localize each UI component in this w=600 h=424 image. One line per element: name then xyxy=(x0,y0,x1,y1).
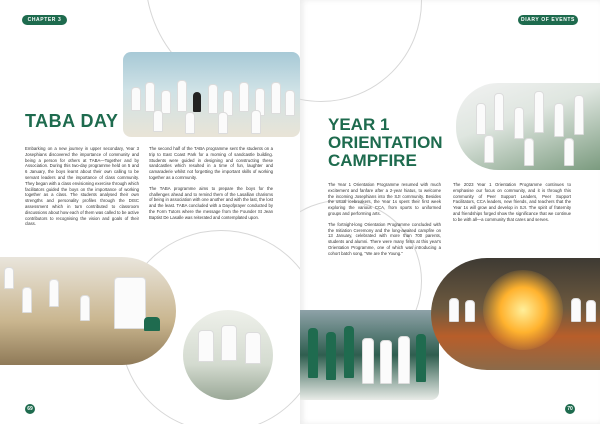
article-column xyxy=(453,182,571,228)
paragraph: The TABA programme aims to prepare the boys for the challenges ahead and to remind them of the Lasallian charisms of being in association with one another and with the last, the lost and the least. TABA concluded with a Dayofprayer conducted by the Form Tutors where the message from the Founder St Jean Baptist De Lasalle was reiterated and contemplated upon. xyxy=(149,185,273,220)
taba-sandcastle-photo-2 xyxy=(183,310,273,400)
page-number: 69 xyxy=(25,404,35,414)
orientation-cheering-photo xyxy=(456,83,600,170)
paragraph: The second half of the TABA programme sent the students on a trip to East Coast Park for a morning of sandcastle building. Students were guided in designing and constructing these sandcastles which resulted in a time of fun, laughter and camaraderie whilst not forgetting the important skills of working together as a community. xyxy=(149,146,273,180)
page-title: TABA DAY xyxy=(25,111,119,131)
paragraph: The 2023 Year 1 Orientation Programme continues to emphasise our focus on community, and it is through this community of Peer Support Leaders, Peer Support Facilitators, CCA leaders, new friends, and teachers that the Year 1s will grow and develop in SJI. The spirit of fraternity and friendships forged show the significance that we continue to be with all—a community that cares and serves. xyxy=(453,182,571,222)
paragraph: The Year 1 Orientation Programme resumed with much excitement and fanfare after a 2-year hiatus, to welcome the incoming Josephians into the SJI community. Besides the usual icebreakers, the Year 1s spent their first week exploring the various CCA, from sports to uniformed groups and performing arts. xyxy=(328,182,441,216)
page-number: 70 xyxy=(565,404,575,414)
decorative-ring xyxy=(300,0,422,102)
paragraph: The fortnight-long Orientation Programme concluded with the Initiation Ceremony and the long-awaited campfire on 13 January, celebrated with more than 700 parents, students and alumni. There were many firsts at this year's Orientation Programme, one of which was introducing a cohort batch song, "We are the Young." xyxy=(328,221,441,256)
article-column xyxy=(328,182,441,262)
chapter-tag: CHAPTER 3 xyxy=(22,15,67,25)
page-title: YEAR 1 ORIENTATION CAMPFIRE xyxy=(328,115,443,170)
section-tag: DIARY OF EVENTS xyxy=(518,15,578,25)
article-column xyxy=(25,146,139,232)
taba-beach-group-photo xyxy=(123,52,300,137)
campfire-photo xyxy=(431,258,600,370)
orientation-students-photo xyxy=(300,310,439,400)
paragraph: Embarking on a new journey in upper secondary, Year 3 Josephians discovered the importance of community and being a person for others at TABA—Together and by Association. During this two-day programme held on 5 and 6 January, the boys learnt about their own calling to be servant leaders and the importance of class community. They began with a class envisioning exercise through which facilitators guided the boys on the importance of working together as a class. The students analysed their own strengths and personality profiles through the DISC assessment which in turn contributed to classroom discussions about how each of them was called to be active contributors to recognising the vision and goals of their class. xyxy=(25,146,139,227)
taba-sandcastle-photo-1 xyxy=(0,257,176,365)
article-column xyxy=(149,146,273,226)
right-page xyxy=(300,0,600,424)
